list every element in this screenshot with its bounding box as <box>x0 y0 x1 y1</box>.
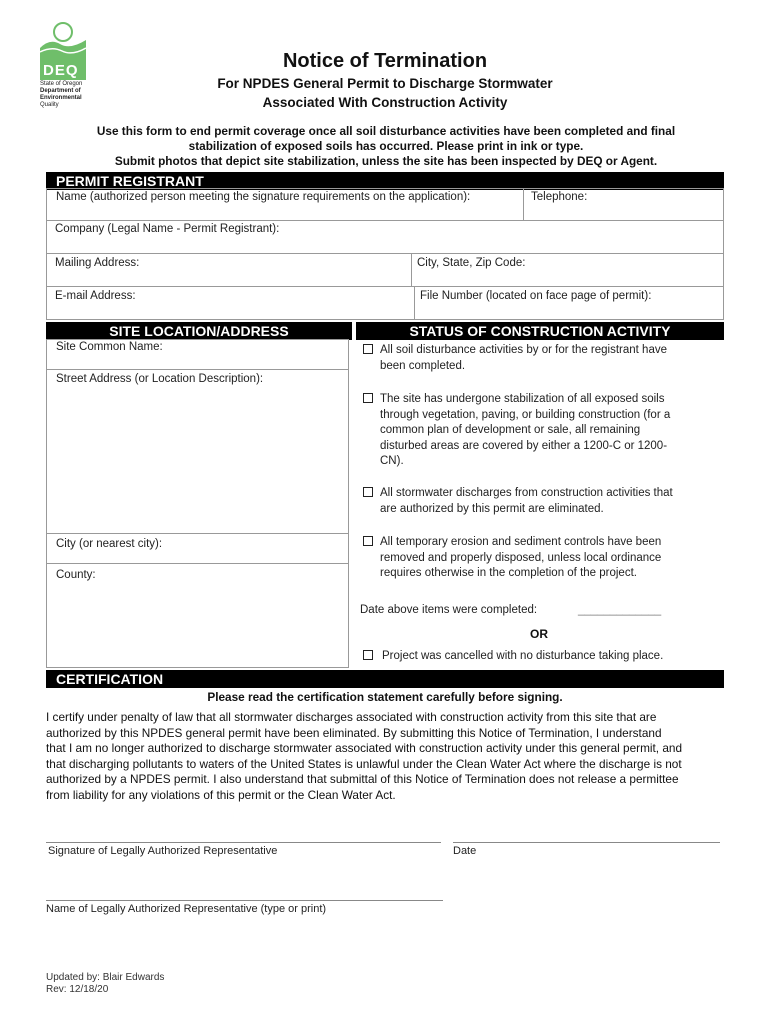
instruction-line: Use this form to end permit coverage once all soil disturbance activities have been completed and final <box>96 124 676 138</box>
name-label: Name (authorized person meeting the signature requirements on the application): <box>56 191 471 203</box>
date-completed-label: Date above items were completed: <box>360 604 538 616</box>
status-checkbox-2[interactable] <box>363 393 373 403</box>
city-field[interactable] <box>46 533 349 564</box>
footer <box>46 972 164 996</box>
site-location-heading: SITE LOCATION/ADDRESS <box>46 322 352 340</box>
city-state-zip-label: City, State, Zip Code: <box>417 257 526 269</box>
status-heading: STATUS OF CONSTRUCTION ACTIVITY <box>356 322 724 340</box>
date-completed-field[interactable]: _____________ <box>578 604 662 616</box>
instruction-line: Submit photos that depict site stabilization, unless the site has been inspected by DEQ or Agent. <box>114 154 658 168</box>
status-line: All soil disturbance activities by or for the registrant have <box>380 344 667 356</box>
telephone-label: Telephone: <box>531 191 588 203</box>
status-line: been completed. <box>380 359 466 372</box>
status-line: requires otherwise in the completion of the project. <box>380 567 637 579</box>
city-state-zip-field[interactable] <box>411 253 724 287</box>
instructions <box>48 124 724 169</box>
printed-name-label: Name of Legally Authorized Representative (type or print) <box>46 903 327 915</box>
revision-date: Rev: 12/18/20 <box>46 984 109 995</box>
date-line[interactable] <box>453 842 720 843</box>
or-label: OR <box>530 627 548 641</box>
subtitle-line: For NPDES General Permit to Discharge Stormwater <box>217 76 553 91</box>
city-label: City (or nearest city): <box>56 538 163 550</box>
status-item-4-text <box>380 535 720 582</box>
file-number-label: File Number (located on face page of permit): <box>420 290 652 302</box>
certification-line: that I am no longer authorized to discharge stormwater associated with construction activity under this general permit, and <box>46 741 683 756</box>
updated-by: Updated by: Blair Edwards <box>46 972 165 983</box>
status-item-1-text <box>380 343 720 374</box>
printed-name-line[interactable] <box>46 900 443 901</box>
status-item-3-text <box>380 486 720 517</box>
agency-line: Environmental <box>40 95 82 101</box>
page-subtitle <box>0 74 770 112</box>
status-line: All stormwater discharges from construction activities that <box>380 487 673 499</box>
status-item-1 <box>360 343 720 374</box>
status-line: common plan of development or sale, all remaining <box>380 424 641 436</box>
site-common-name-label: Site Common Name: <box>56 341 163 353</box>
page-title: Notice of Termination <box>282 50 488 72</box>
status-checkbox-1[interactable] <box>363 344 373 354</box>
name-field[interactable] <box>46 188 524 221</box>
certification-statement <box>46 710 730 804</box>
certification-notice: Please read the certification statement carefully before signing. <box>207 690 563 704</box>
telephone-field[interactable] <box>523 188 724 221</box>
email-field[interactable] <box>46 286 415 320</box>
status-item-3 <box>360 486 720 517</box>
instruction-line: stabilization of exposed soils has occurred. Please print in ink or type. <box>188 139 584 153</box>
status-item-2 <box>360 392 720 470</box>
logo-mark-text: DEQ <box>43 62 79 79</box>
certification-line: authorized by this NPDES general permit have been eliminated. By submitting this Notice of Termination, I understand <box>46 725 662 740</box>
status-item-4 <box>360 535 720 582</box>
cancelled-item <box>360 649 720 665</box>
certification-line: that discharging pollutants to waters of the United States is unlawful under the Clean Water Act where the discharge is not <box>46 756 682 771</box>
subtitle-line: Associated With Construction Activity <box>262 95 508 110</box>
status-line: through vegetation, paving, or building construction (for a <box>380 408 671 421</box>
status-item-2-text <box>380 392 720 470</box>
street-address-field[interactable] <box>46 369 349 534</box>
agency-line: Quality <box>40 102 59 108</box>
status-checkbox-3[interactable] <box>363 487 373 497</box>
date-label: Date <box>453 845 477 857</box>
file-number-field[interactable] <box>414 286 724 320</box>
status-line: are authorized by this permit are eliminated. <box>380 502 604 515</box>
email-label: E-mail Address: <box>55 290 136 302</box>
agency-line: Department of <box>40 88 81 94</box>
cancelled-label: Project was cancelled with no disturbance taking place. <box>382 650 664 662</box>
status-line: disturbed areas are covered by either a 1200-C or 1200- <box>380 439 668 452</box>
cancelled-checkbox[interactable] <box>363 650 373 660</box>
county-label: County: <box>56 569 96 581</box>
status-checkbox-4[interactable] <box>363 536 373 546</box>
status-line: CN). <box>380 455 404 467</box>
mailing-address-field[interactable] <box>46 253 412 287</box>
status-line: removed and properly disposed, unless local ordinance <box>380 551 662 564</box>
certification-line: from liability for any violations of this permit or the Clean Water Act. <box>46 787 396 802</box>
signature-line[interactable] <box>46 842 441 843</box>
permit-registrant-heading: PERMIT REGISTRANT <box>46 172 724 190</box>
status-line: The site has undergone stabilization of all exposed soils <box>380 393 665 405</box>
certification-heading: CERTIFICATION <box>46 670 724 688</box>
signature-label: Signature of Legally Authorized Representative <box>48 845 278 857</box>
status-line: All temporary erosion and sediment controls have been <box>380 536 662 548</box>
company-label: Company (Legal Name - Permit Registrant): <box>55 223 280 235</box>
street-address-label: Street Address (or Location Description): <box>56 373 264 385</box>
county-field[interactable] <box>46 563 349 668</box>
certification-line: authorized by a NPDES permit. I also understand that submittal of this Notice of Termination does not release a permittee <box>46 772 679 787</box>
company-field[interactable] <box>46 220 724 254</box>
mailing-label: Mailing Address: <box>55 257 140 269</box>
certification-line: I certify under penalty of law that all stormwater discharges associated with construction activity from this site that are <box>46 710 657 724</box>
site-common-name-field[interactable] <box>46 339 349 370</box>
agency-line: State of Oregon <box>40 81 83 87</box>
